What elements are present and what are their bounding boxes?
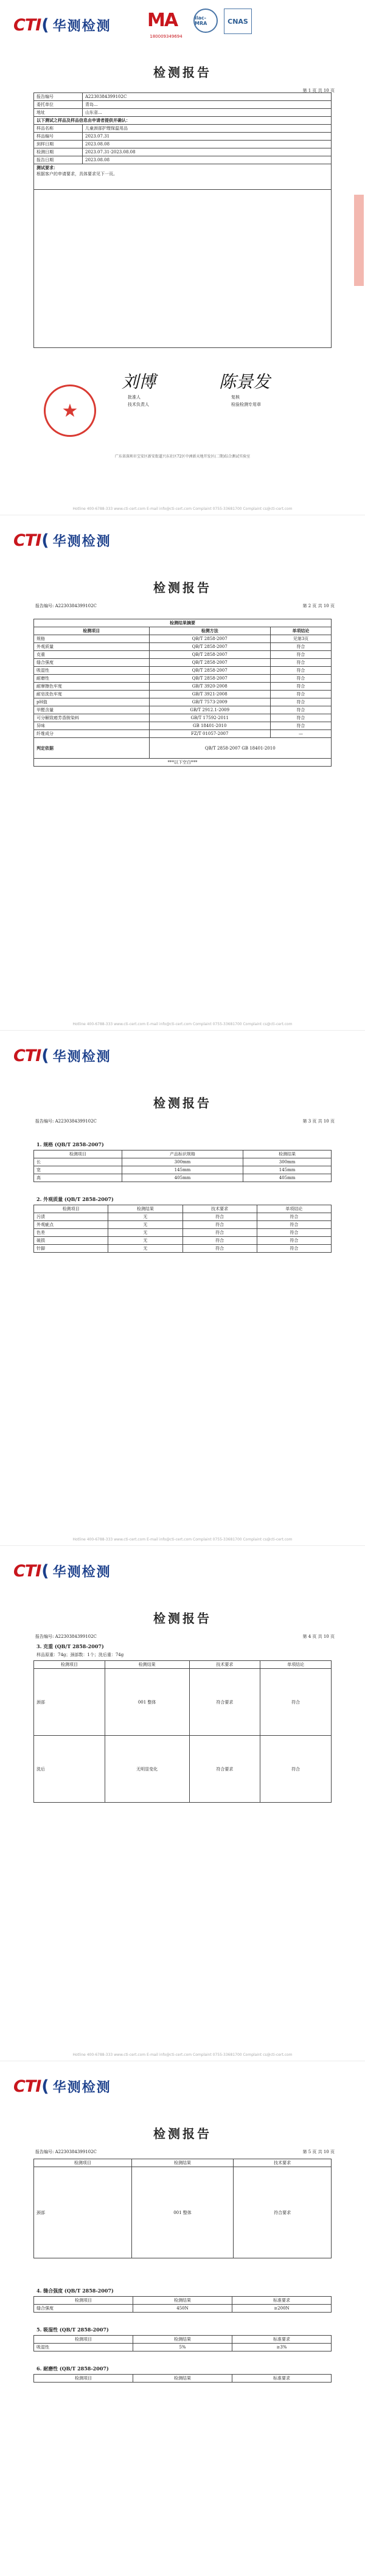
table-row: 破损 无 符合 符合 — [34, 1237, 332, 1245]
signature-area: ★ 刘博 陈景发 批准人 技术负责人 复核 检验检测专用章 — [36, 369, 328, 442]
page-footer: Hotline 400-6788-333 www.cti-cert.com E-mail info@cti-cert.com Complaint 0755-33681700 Complaint cs@cti-cert.com — [72, 1537, 293, 1542]
weight-table: 检测项目 检测结果 技术要求 单项结论 颈部 001 整体 符合要求 符合 洗后 无明显变化 符合要求 符合 — [33, 1660, 332, 1803]
report-number: 报告编号: A2230384399102C — [35, 1634, 97, 1639]
table-row: 污渍 无 符合 符合 — [34, 1213, 332, 1221]
table-row: 颈部 001 整体 符合要求 符合 — [34, 1669, 332, 1736]
cti-logo: CTI ( 华测检测 — [13, 2077, 111, 2096]
report-page-1 — [0, 0, 365, 515]
report-page-5 — [0, 2061, 365, 2576]
weight-continued-table: 检测项目 检测结果 技术要求 颈部 001 整体 符合要求 — [33, 2159, 332, 2258]
page-footer: Hotline 400-6788-333 www.cti-cert.com E-mail info@cti-cert.com Complaint 0755-33681700 Complaint cs@cti-cert.com — [72, 2053, 293, 2057]
report-title: 检测报告 — [153, 580, 212, 595]
seam-table: 检测项目 检测结果 标准要求 缝合强度 450N ≥200N — [33, 2296, 332, 2313]
page-footer: Hotline 400-6788-333 www.cti-cert.com E-mail info@cti-cert.com Complaint 0755-33681700 Complaint cs@cti-cert.com — [72, 507, 293, 511]
weight-note: 样品原重：74g；颈部数：1个；洗后重：74g — [36, 1652, 124, 1657]
report-page-3 — [0, 1031, 365, 1545]
report-page-2 — [0, 515, 365, 1030]
table-row: 可分解致癌芳香胺染料 GB/T 17592-2011 符合 — [34, 714, 332, 722]
certification-logos — [145, 9, 252, 39]
client-info-table: 报告编号 A2230384399102C 委托单位 青岛... 地址 山东省... 以下测试之样品及样品信息由申请者提供并确认： 样品名称 儿童颈部护理保温用品 样品编号 2023.07.31 到样日期 2023.08.08 检测日期 2023.07.31-2023.08.08 报告日期 2023.08.08 测试要求： 根据客户的申请要求，具体要求见下一页。 — [33, 92, 332, 348]
table-row: 缝合强度 QB/T 2858-2007 符合 — [34, 659, 332, 667]
table-row: 长 300mm 300mm — [34, 1158, 332, 1166]
report-number: 报告编号: A2230384399102C — [35, 604, 97, 608]
report-number: 报告编号: A2230384399102C — [35, 1119, 97, 1124]
table-row: pH值 GB/T 7573-2009 符合 — [34, 698, 332, 706]
table-row: 缝合强度 450N ≥200N — [34, 2305, 332, 2313]
report-title: 检测报告 — [153, 1096, 212, 1110]
spec-table: 检测项目 产品标识规格 检测结果 长 300mm 300mm 宽 145mm 145mm 高 405mm 405mm — [33, 1150, 332, 1182]
wear-table: 检测项目 检测结果 标准要求 — [33, 2374, 332, 2383]
table-row: 耐皂洗色牢度 GB/T 3921-2008 符合 — [34, 691, 332, 698]
side-seal-strip — [354, 195, 364, 286]
section-heading: 2. 外观质量 (QB/T 2858-2007) — [36, 1196, 114, 1202]
page-header — [0, 0, 365, 39]
table-row: 宽 145mm 145mm — [34, 1166, 332, 1174]
table-row: 吸湿性 QB/T 2858-2007 符合 — [34, 667, 332, 675]
table-row: 色差 无 符合 符合 — [34, 1229, 332, 1237]
report-title: 检测报告 — [153, 2126, 212, 2141]
ilac-badge: ilac-MRA — [193, 9, 218, 33]
table-row: 外观质量 QB/T 2858-2007 符合 — [34, 643, 332, 651]
table-row: 甲醛含量 GB/T 2912.1-2009 符合 — [34, 706, 332, 714]
report-page-4 — [0, 1546, 365, 2061]
lab-address: 广东省深圳市宝安区新安街道兴东社区72区中洲新天地开发区(二期)综合测试实验室 — [114, 454, 251, 459]
table-row: 异味 GB 18401-2010 符合 — [34, 722, 332, 730]
cti-logo: CTI ( 华测检测 — [13, 531, 111, 550]
page-number: 第 5 页 共 10 页 — [302, 2150, 335, 2154]
section-heading: 4. 缝合强度 (QB/T 2858-2007) — [36, 2288, 114, 2294]
report-number: 报告编号: A2230384399102C — [35, 2150, 97, 2154]
table-row: 耐摩擦色牢度 GB/T 3920-2008 符合 — [34, 683, 332, 691]
checker-signature: 陈景发 — [219, 372, 271, 392]
appearance-table: 检测项目 检测结果 技术要求 单项结论 污渍 无 符合 符合 外观疵点 无 符合 符合 色差 无 符合 符合 破损 无 符合 符合 针脚 无 符合 符合 — [33, 1205, 332, 1253]
section-heading: 5. 吸湿性 (QB/T 2858-2007) — [36, 2327, 109, 2333]
cti-logo: CTI ( 华测检测 — [13, 16, 111, 35]
cti-logo: CTI ( 华测检测 — [13, 1046, 111, 1065]
report-title: 检测报告 — [153, 65, 212, 80]
page-number: 第 3 页 共 10 页 — [302, 1119, 335, 1124]
table-row: 克重 QB/T 2858-2007 符合 — [34, 651, 332, 659]
table-row: 颈部 001 整体 符合要求 — [34, 2167, 332, 2258]
page-number: 第 2 页 共 10 页 — [302, 604, 335, 608]
page-number: 第 4 页 共 10 页 — [302, 1634, 335, 1639]
page-number: 第 1 页 共 10 页 — [302, 88, 335, 93]
section-heading: 3. 克重 (QB/T 2858-2007) — [36, 1643, 104, 1649]
table-row: 高 405mm 405mm — [34, 1174, 332, 1182]
table-row: 洗后 无明显变化 符合要求 符合 — [34, 1736, 332, 1803]
table-row: 规格 QB/T 2858-2007 见第3页 — [34, 635, 332, 643]
table-row: 纤维成分 FZ/T 01057-2007 — — [34, 730, 332, 738]
approver-signature: 刘博 — [122, 372, 156, 392]
absorb-table: 检测项目 检测结果 标准要求 吸湿性 5% ≥3% — [33, 2335, 332, 2351]
summary-table: 检测结果摘要 检测项目 检测方法 单项结论 规格 QB/T 2858-2007 见第3页 外观质量 QB/T 2858-2007 符合 克重 QB/T 2858-2007 符合 缝合强度 QB/T 2858-2007 符合 吸湿性 QB/T 2858-2007 符合 耐磨性 QB/T 2858-2007 符合 耐摩擦色牢度 GB/T 3920-2008 符合 耐皂洗色牢度 GB/T 3921-2008 符合 pH值 GB/T 7573-2009 符合 甲醛含量 GB/T 2912.1-2009 符合 可分解致癌芳香胺染料 GB/T 17592-2011 符合 异味 GB 18401-2010 符合 纤维成分 FZ/T 01057-2007 — 判定依据 QB/T 2858-2007 GB 18401-2010 ***以下空白*** — [33, 619, 332, 767]
table-row: 针脚 无 符合 符合 — [34, 1245, 332, 1253]
report-title: 检测报告 — [153, 1611, 212, 1626]
page-footer: Hotline 400-6788-333 www.cti-cert.com E-mail info@cti-cert.com Complaint 0755-33681700 Complaint cs@cti-cert.com — [72, 1022, 293, 1026]
red-stamp-icon: ★ — [44, 385, 96, 437]
section-heading: 6. 耐磨性 (QB/T 2858-2007) — [36, 2365, 109, 2372]
table-row: 耐磨性 QB/T 2858-2007 符合 — [34, 675, 332, 683]
cnas-badge: CNAS — [224, 9, 252, 34]
table-row: 吸湿性 5% ≥3% — [34, 2344, 332, 2351]
section-heading: 1. 规格 (QB/T 2858-2007) — [36, 1141, 104, 1147]
cti-logo: CTI ( 华测检测 — [13, 1562, 111, 1581]
ma-mark: MA 180009349694 — [147, 10, 182, 39]
table-row: 外观疵点 无 符合 符合 — [34, 1221, 332, 1229]
